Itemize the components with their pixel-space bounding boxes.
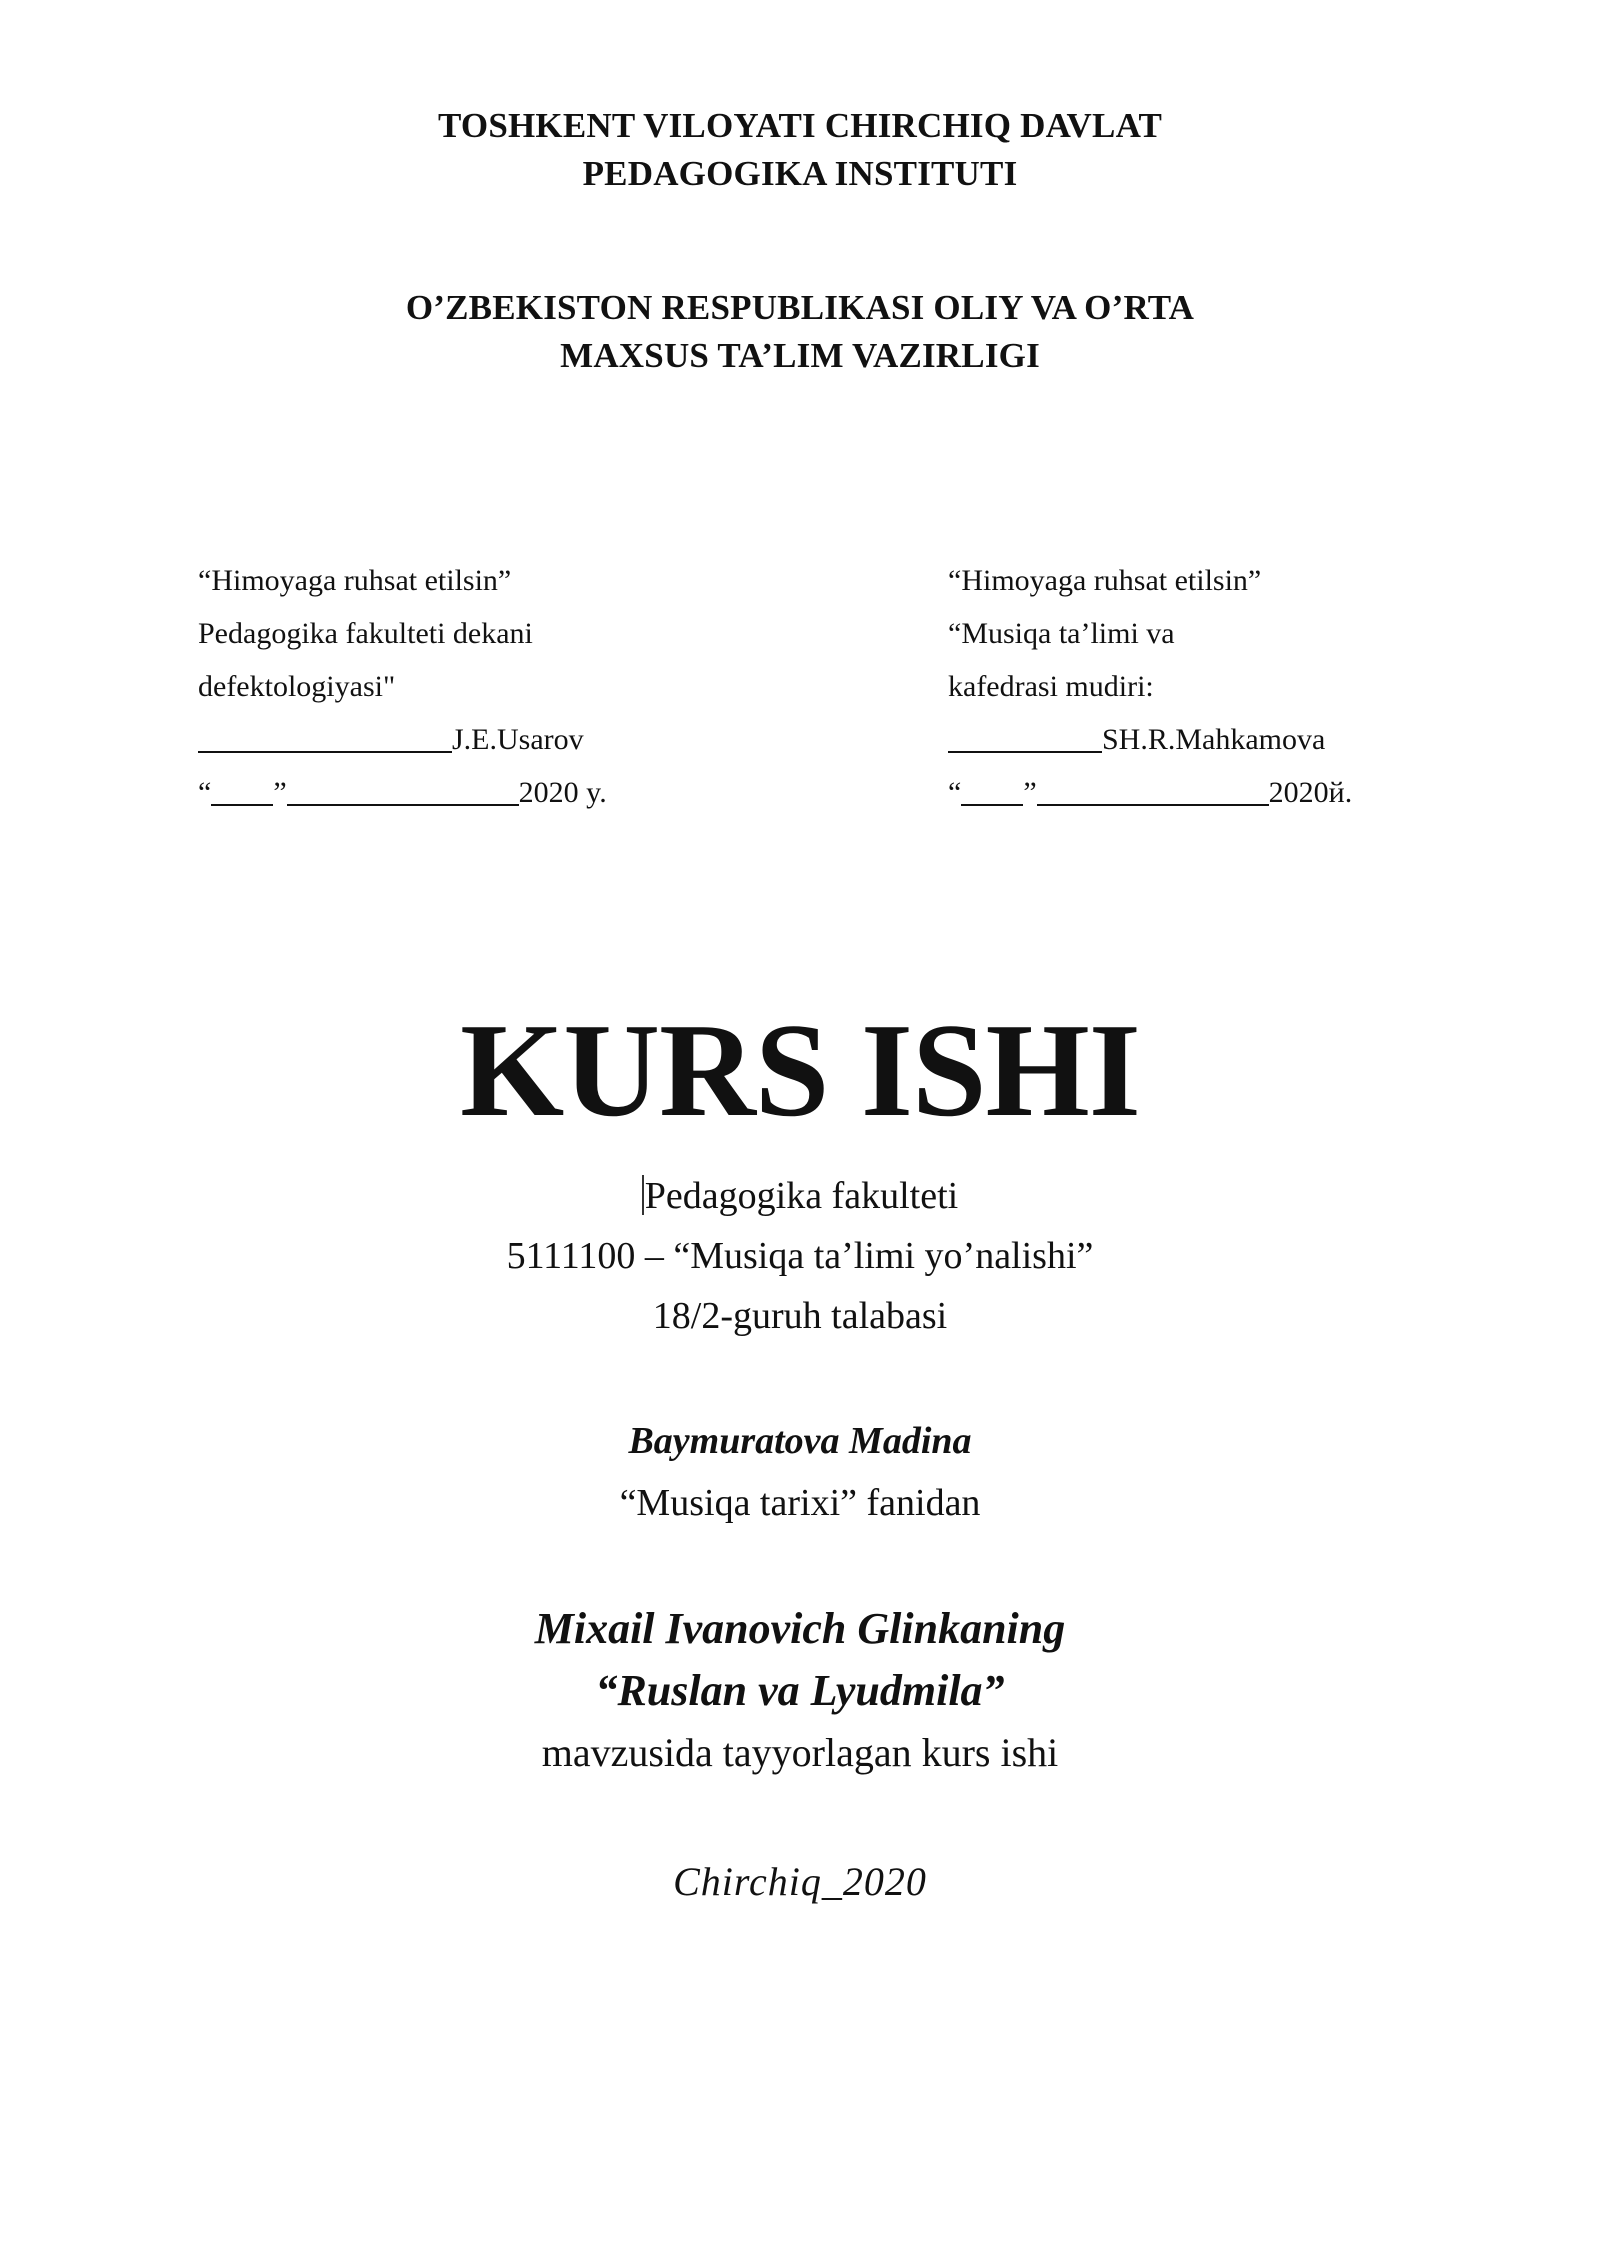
approval-left-signature-line xyxy=(198,713,607,766)
approval-right-signature-line xyxy=(948,713,1352,766)
faculty-text: Pedagogika fakulteti xyxy=(644,1175,959,1217)
day-blank xyxy=(211,774,273,806)
institute-line-2: PEDAGOGIKA INSTITUTI xyxy=(582,154,1018,193)
date-close-quote: ” xyxy=(273,776,287,809)
date-open-quote: “ xyxy=(198,776,212,809)
faculty-line xyxy=(0,1166,1600,1226)
month-blank xyxy=(1037,774,1269,806)
approval-block-left xyxy=(198,554,607,819)
approval-left-year: 2020 y. xyxy=(518,776,607,809)
document-title: KURS ISHI xyxy=(460,996,1140,1144)
student-block xyxy=(0,1410,1600,1534)
date-open-quote: “ xyxy=(948,776,962,809)
approval-left-line-3: defektologiyasi" xyxy=(198,670,396,703)
signature-blank xyxy=(948,721,1102,753)
approval-left-signer: J.E.Usarov xyxy=(452,723,584,756)
topic-line-2: “Ruslan va Lyudmila” xyxy=(595,1666,1005,1715)
topic-line-3: mavzusida tayyorlagan kurs ishi xyxy=(541,1730,1059,1775)
text-cursor xyxy=(642,1175,644,1215)
approval-right-line-3: kafedrasi mudiri: xyxy=(948,670,1154,703)
topic-block xyxy=(0,1598,1600,1784)
date-close-quote: ” xyxy=(1023,776,1037,809)
direction-line: 5111100 – “Musiqa ta’limi yo’nalishi” xyxy=(506,1235,1094,1277)
approval-right-signer: SH.R.Mahkamova xyxy=(1102,723,1326,756)
ministry-heading xyxy=(0,284,1600,380)
group-line: 18/2-guruh talabasi xyxy=(652,1295,948,1337)
city-year: Chirchiq_2020 xyxy=(673,1859,927,1904)
student-info-block xyxy=(0,1166,1600,1346)
institute-line-1: TOSHKENT VILOYATI CHIRCHIQ DAVLAT xyxy=(438,106,1162,145)
signature-blank xyxy=(198,721,452,753)
topic-line-1: Mixail Ivanovich Glinkaning xyxy=(534,1604,1066,1653)
approval-right-date-line xyxy=(948,766,1352,819)
ministry-line-2: MAXSUS TA’LIM VAZIRLIGI xyxy=(560,336,1040,375)
approval-left-line-2: Pedagogika fakulteti dekani xyxy=(198,617,533,650)
approval-right-year: 2020й. xyxy=(1268,776,1353,809)
month-blank xyxy=(287,774,519,806)
institute-heading xyxy=(0,102,1600,198)
subject-line: “Musiqa tarixi” fanidan xyxy=(619,1482,981,1524)
approval-right-line-2: “Musiqa ta’limi va xyxy=(948,617,1175,650)
approval-left-line-1: “Himoyaga ruhsat etilsin” xyxy=(198,564,512,597)
day-blank xyxy=(961,774,1023,806)
approval-right-line-1: “Himoyaga ruhsat etilsin” xyxy=(948,564,1262,597)
ministry-line-1: O’ZBEKISTON RESPUBLIKASI OLIY VA O’RTA xyxy=(405,288,1195,327)
approval-left-date-line xyxy=(198,766,607,819)
student-name: Baymuratova Madina xyxy=(628,1420,972,1462)
approval-block-right xyxy=(948,554,1352,819)
